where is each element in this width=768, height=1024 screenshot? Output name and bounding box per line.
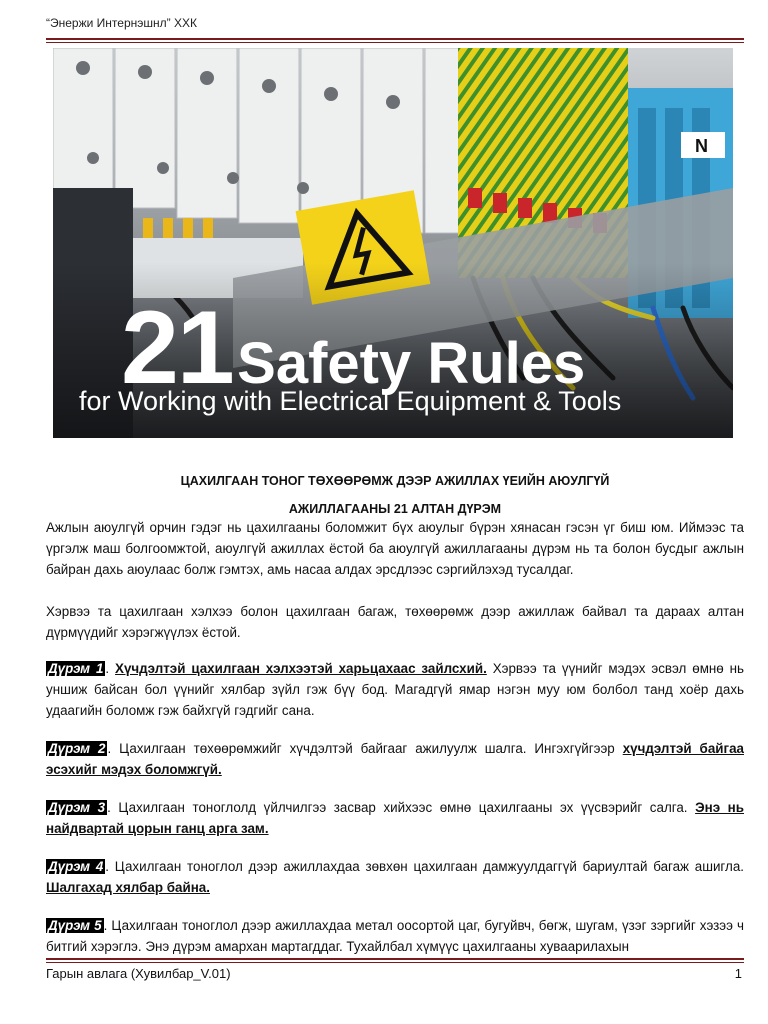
document-title-line1: ЦАХИЛГААН ТОНОГ ТӨХӨӨРӨМЖ ДЭЭР АЖИЛЛАХ ҮЕИЙН АЮУЛГҮЙ bbox=[180, 474, 610, 488]
header-divider-thin bbox=[46, 42, 744, 43]
document-title-line2: АЖИЛЛАГААНЫ 21 АЛТАН ДҮРЭМ bbox=[288, 502, 502, 516]
rule-5-text: Цахилгаан тоноглол дээр ажиллахдаа метал оосортой цаг, бугуйвч, бөгж, шугам, үзэг зэргийг хэзээ ч битгий хэрэглэ. Энэ дүрэм амархан мартагддаг. Тухайлбал хүмүүс цахилгааны хуваарилахын bbox=[46, 918, 744, 954]
company-header: “Энержи Интернэшнл” ХХК bbox=[46, 16, 197, 30]
rule-3 bbox=[46, 797, 744, 839]
rule-3-sep: . bbox=[107, 800, 119, 815]
rule-2-text: Цахилгаан төхөөрөмжийг хүчдэлтэй байгааг ажилуулж шалга. Ингэхгүйгээр bbox=[119, 741, 623, 756]
hero-heading: Safety Rules bbox=[237, 331, 586, 396]
footer-divider-thin bbox=[46, 962, 744, 963]
rule-3-label: Дүрэм 3 bbox=[48, 800, 106, 815]
footer-divider bbox=[46, 958, 744, 960]
intro-paragraph-2: Хэрвээ та цахилгаан хэлхээ болон цахилгаан багаж, төхөөрөмж дээр ажиллаж байвал та дараах алтан дүрмүүдийг хэрэгжүүлэх ёстой. bbox=[46, 604, 744, 640]
rule-1-sep: . bbox=[105, 661, 116, 676]
footer-document-version: Гарын авлага (Хувилбар_V.01) bbox=[46, 966, 231, 981]
rule-4-emphasis: Шалгахад хялбар байна. bbox=[46, 880, 210, 895]
hero-subtitle: for Working with Electrical Equipment & Tools bbox=[79, 386, 622, 416]
intro-paragraph-1: Ажлын аюулгүй орчин гэдэг нь цахилгааны боломжит бүх аюулыг бүрэн хянасан гэсэн үг биш юм. Иймээс та үргэлж маш болгоомжтой, аюулгүй ажиллах ёстой ба аюулгүй ажиллагааны дүрэм нь та болон бусдыг ажлын байран дахь аюулаас болж гэмтэх, амь насаа алдах эрсдлээс сэргийлэхэд тусалдаг. bbox=[46, 520, 744, 577]
footer-page-number: 1 bbox=[734, 966, 742, 981]
header-divider bbox=[46, 38, 744, 40]
rule-5 bbox=[46, 915, 744, 957]
hero-image bbox=[53, 48, 733, 438]
rule-3-text: Цахилгаан тоноглолд үйлчилгээ засвар хийхээс өмнө цахилгааны эх үүсвэрийг салга. bbox=[118, 800, 696, 815]
rule-4-sep: . bbox=[105, 859, 115, 874]
rule-1-text: Хэрвээ та үүнийг мэдэх эсвэл өмнө нь уншиж байсан бол үүнийг хялбар зүйл гэж бүү бод. Магадгүй ямар нэгэн муу юм болбол танд хоёр дахь удаагийн боломж гэж байхгүй гэдгийг сана. bbox=[46, 661, 745, 718]
rule-2 bbox=[46, 738, 744, 780]
rule-2-emphasis: хүчдэлтэй байгаа эсэхийг мэдэх боломжгүй. bbox=[46, 741, 744, 777]
rule-4 bbox=[46, 856, 744, 898]
rule-3-emphasis: Энэ нь найдвартай цорын ганц арга зам. bbox=[46, 800, 744, 836]
rule-4-label: Дүрэм 4 bbox=[48, 859, 104, 874]
rule-1-emphasis: Хүчдэлтэй цахилгаан хэлхээтэй харьцахаас зайлсхий. bbox=[115, 661, 487, 676]
rule-4-text: Цахилгаан тоноглол дээр ажиллахдаа зөвхөн цахилгаан дамжуулдаггүй бариултай багаж ашигла. bbox=[114, 859, 744, 874]
hero-number: 21 bbox=[121, 290, 233, 406]
rule-5-label: Дүрэм 5 bbox=[48, 918, 102, 933]
rule-1 bbox=[46, 658, 744, 721]
rule-2-label: Дүрэм 2 bbox=[48, 741, 106, 756]
rule-2-sep: . bbox=[107, 741, 120, 756]
rule-5-sep: . bbox=[103, 918, 112, 933]
rule-1-label: Дүрэм 1 bbox=[48, 661, 104, 676]
